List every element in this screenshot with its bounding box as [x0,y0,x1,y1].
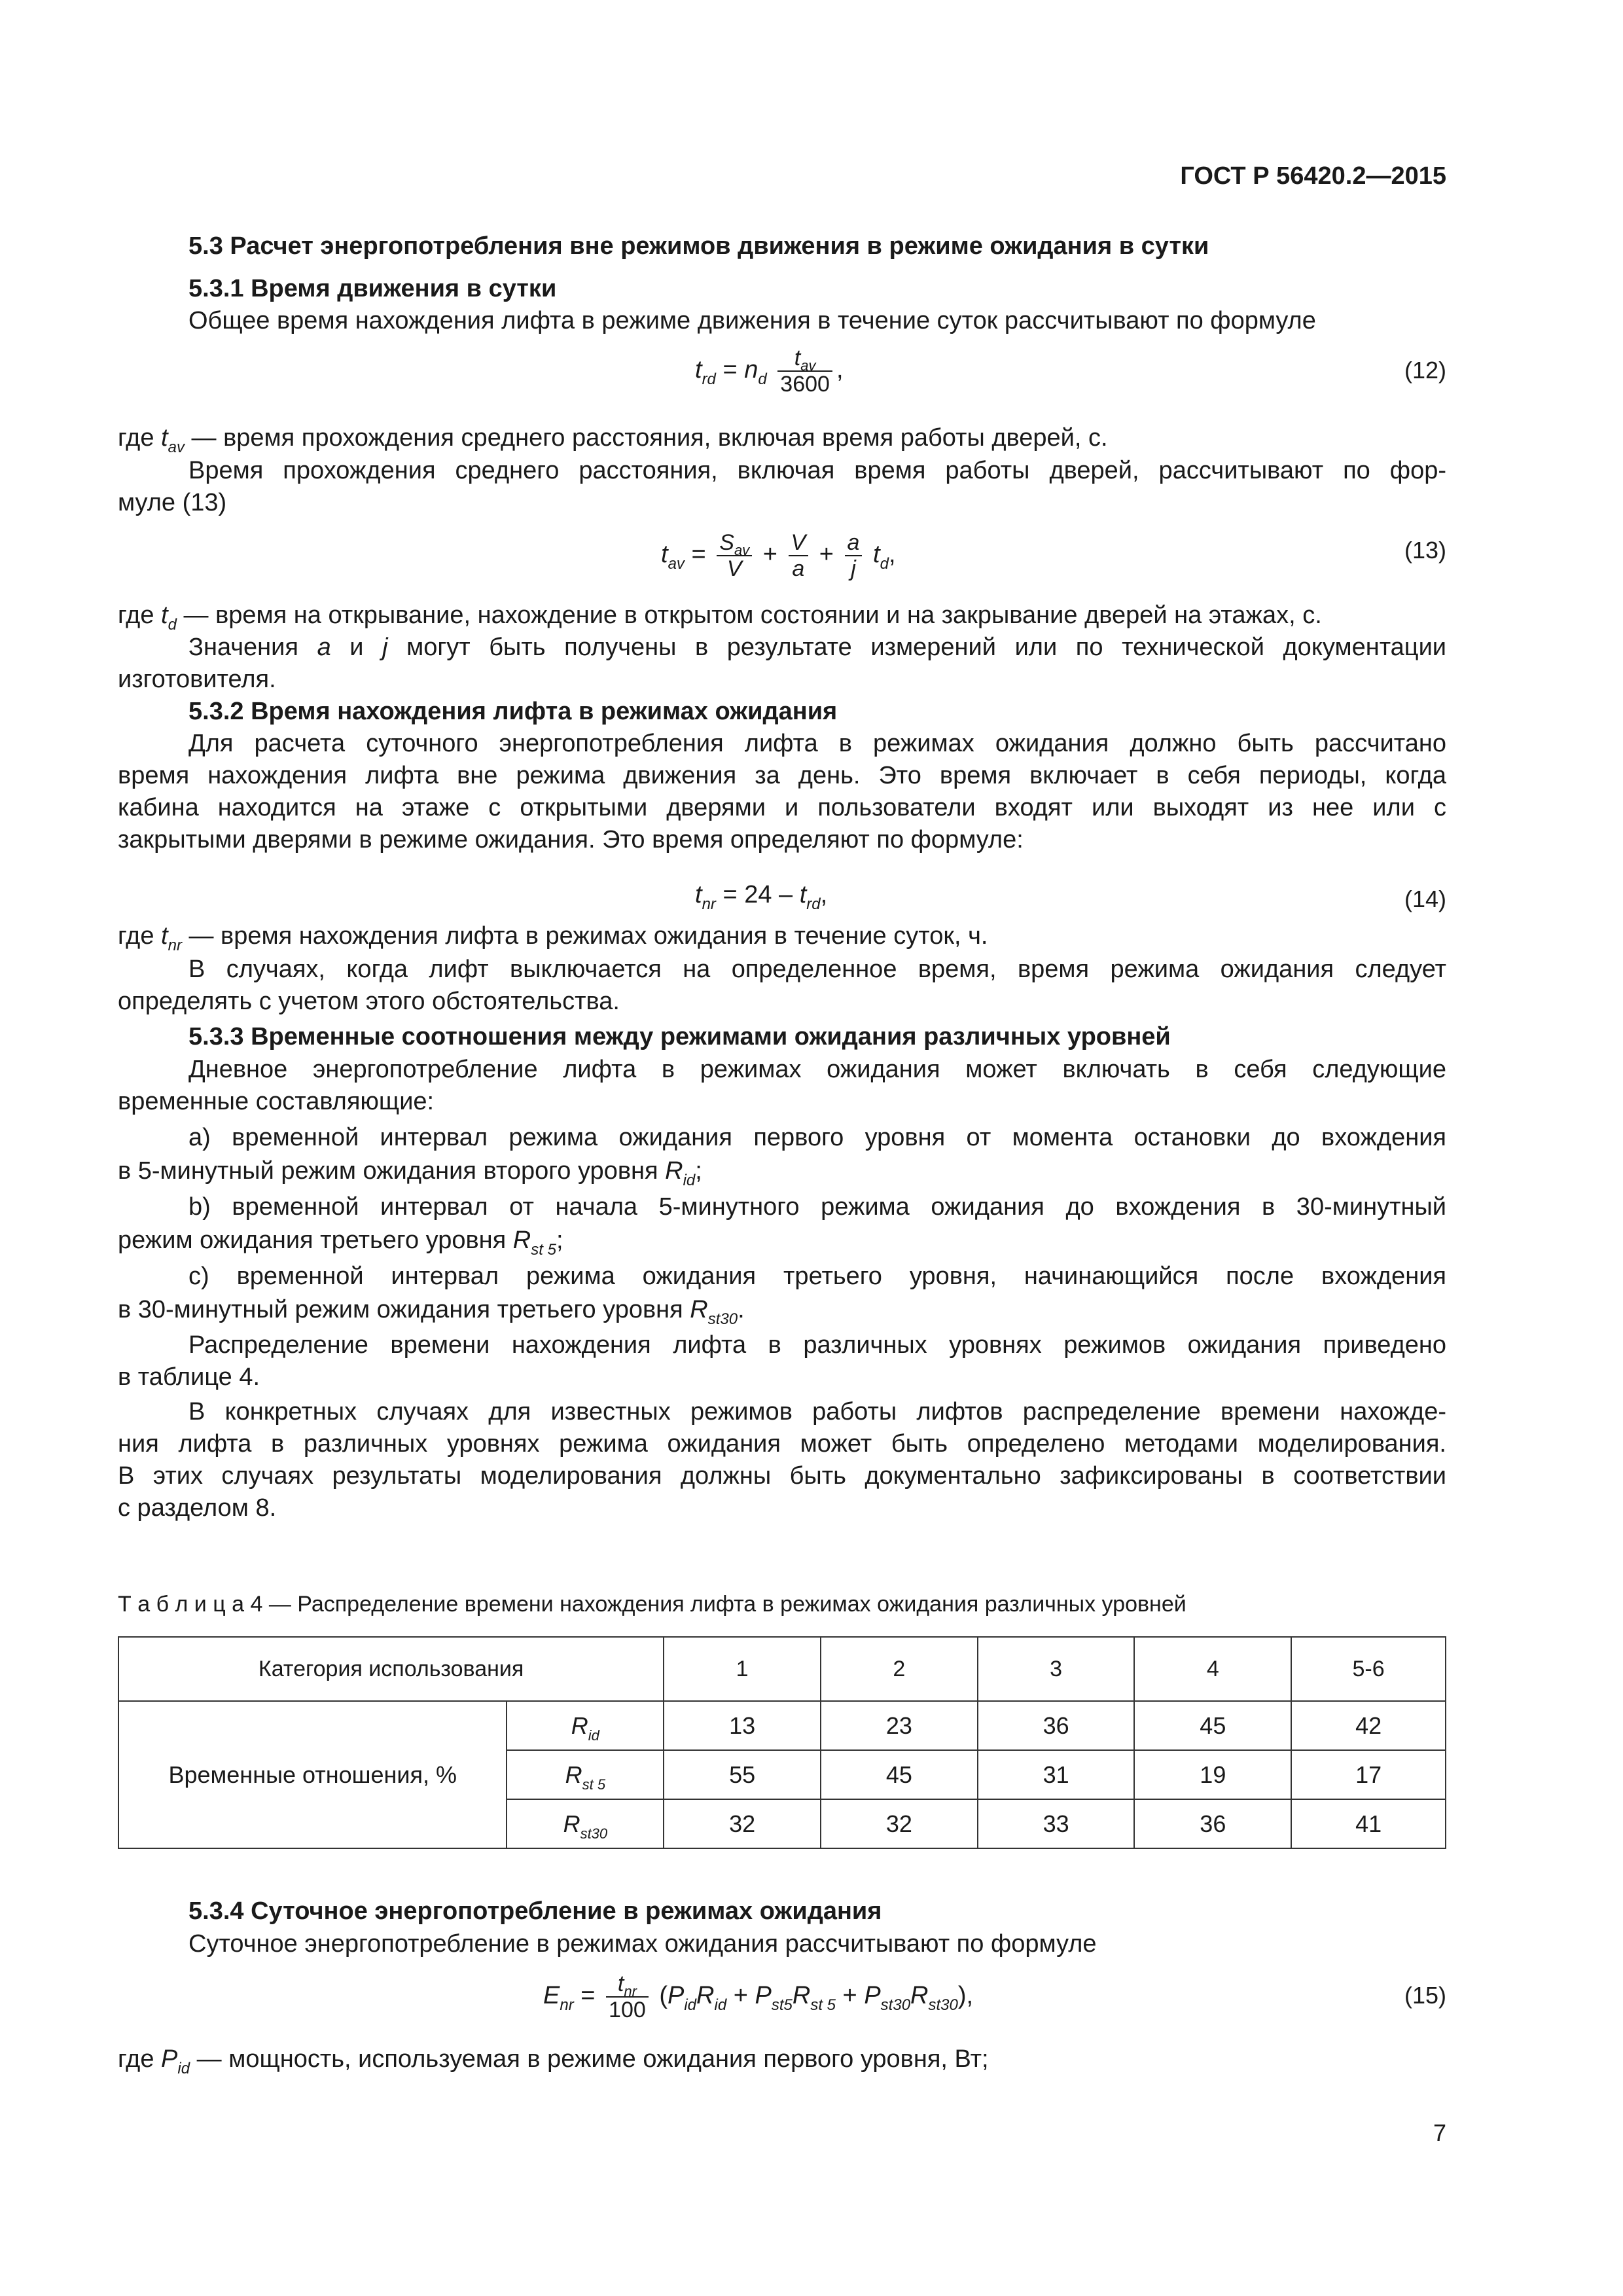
paragraph-5-3-4-intro: Суточное энергопотребление в режимах ожидания рассчитывают по формуле [188,1930,1097,1958]
paragraph-13-line2: муле (13) [118,489,227,516]
formula-15-number: (15) [1404,1982,1446,2009]
table-cell: 41 [1291,1799,1446,1848]
formula-13: $t_{av}$ = $\frac{S_{av}}{V}$ + $\frac{V}{a}$ + $\frac{a}{j}$ $t_d$, [661,530,896,581]
paragraph-13-line1: Время прохождения среднего расстояния, включая время работы дверей, рассчитывают по фор- [188,457,1446,484]
page-number: 7 [1433,2119,1446,2146]
where-p-id: где $P_{id}$ — мощность, используемая в режиме ожидания первого уровня, Вт; [118,2045,989,2077]
where-t-d: где $t_d$ — время на открывание, нахождение в открытом состоянии и на закрывание дверей на этажах, с. [118,601,1322,634]
formula-12: $t_{rd} = n_d$ $\frac{t_{av}}{3600}$ , [695,346,844,397]
paragraph-a-j-line2: изготовителя. [118,666,276,693]
table-header-category: 4 [1134,1637,1291,1701]
table-cell: 13 [664,1701,821,1750]
paragraph-distribution-line2: в таблице 4. [118,1363,260,1391]
paragraph-modeling-line4: с разделом 8. [118,1494,277,1522]
table-row-label: $R_{st30}$ [507,1799,664,1848]
table-cell: 42 [1291,1701,1446,1750]
table-4-caption: Т а б л и ц а 4 — Распределение времени нахождения лифта в режимах ожидания различных уровней [118,1592,1186,1617]
list-item-c-line1: с) временной интервал режима ожидания третьего уровня, начинающийся после вхождения [188,1263,1446,1290]
table-cell: 19 [1134,1750,1291,1799]
paragraph-5-3-1-intro: Общее время нахождения лифта в режиме движения в течение суток рассчитывают по формуле [188,307,1316,334]
where-t-nr: где $t_{nr}$ — время нахождения лифта в режимах ожидания в течение суток, ч. [118,922,988,954]
list-item-b-line1: b) временной интервал от начала 5-минутного режима ожидания до вхождения в 30-минутный [188,1193,1446,1221]
table-cell: 36 [1134,1799,1291,1848]
table-cell: 55 [664,1750,821,1799]
where-t-av: где $t_{av}$ — время прохождения среднего расстояния, включая время работы дверей, с. [118,424,1108,456]
section-5-3-3-title: 5.3.3 Временные соотношения между режимами ожидания различных уровней [188,1023,1171,1050]
section-5-3-2-title: 5.3.2 Время нахождения лифта в режимах ожидания [188,698,838,725]
formula-15: $E_{nr}$ = $\frac{t_{nr}}{100}$ $(P_{id}R_{id} + P_{st5}R_{st 5} + P_{st30}R_{st30})$, [543,1971,974,2022]
table-cell: 17 [1291,1750,1446,1799]
section-5-3-1-title: 5.3.1 Время движения в сутки [188,275,557,302]
table-row-label: $R_{st 5}$ [507,1750,664,1799]
section-5-3-title: 5.3 Расчет энергопотребления вне режимов движения в режиме ожидания в сутки [188,232,1209,260]
list-item-c-line2: в 30-минутный режим ожидания третьего уровня $R_{st30}$. [118,1296,745,1328]
paragraph-5-3-2-line3: кабина находится на этаже с открытыми дверями и пользователи входят или выходят из нее или с [118,794,1446,821]
table-header-category: 5-6 [1291,1637,1446,1701]
formula-14: $t_{nr} = 24 - t_{rd}$, [695,881,828,913]
formula-12-number: (12) [1404,357,1446,384]
table-header-category: 2 [821,1637,978,1701]
list-item-a-line2: в 5-минутный режим ожидания второго уровня $R_{id}$; [118,1157,702,1189]
table-header-row [118,1637,1446,1701]
formula-14-number: (14) [1404,886,1446,912]
paragraph-a-j-line1: Значения a и j могут быть получены в результате измерений или по технической документации [188,634,1447,661]
paragraph-5-3-3-line1: Дневное энергопотребление лифта в режимах ожидания может включать в себя следующие [188,1056,1446,1083]
table-cell: 33 [978,1799,1135,1848]
table-cell: 32 [821,1799,978,1848]
section-5-3-4-title: 5.3.4 Суточное энергопотребление в режимах ожидания [188,1897,882,1925]
table-cell: 32 [664,1799,821,1848]
table-header-category: 3 [978,1637,1135,1701]
paragraph-5-3-2-line1: Для расчета суточного энергопотребления лифта в режимах ожидания должно быть рассчитано [188,730,1446,757]
paragraph-modeling-line1: В конкретных случаях для известных режимов работы лифтов распределение времени нахожде- [188,1398,1446,1426]
formula-13-number: (13) [1404,537,1446,564]
table-cell: 45 [1134,1701,1291,1750]
document-code: ГОСТ Р 56420.2—2015 [1180,162,1446,190]
table-row-label: $R_{id}$ [507,1701,664,1750]
paragraph-modeling-line3: В этих случаях результаты моделирования должны быть документально зафиксированы в соответствии [118,1462,1446,1490]
table-row [118,1701,1446,1750]
table-cell: 36 [978,1701,1135,1750]
paragraph-modeling-line2: ния лифта в различных уровнях режима ожидания может быть определено методами моделирования. [118,1430,1446,1458]
paragraph-distribution-line1: Распределение времени нахождения лифта в различных уровнях режимов ожидания приведено [188,1331,1446,1359]
table-4 [118,1636,1446,1849]
paragraph-5-3-3-line2: временные составляющие: [118,1088,435,1115]
paragraph-off-line2: определять с учетом этого обстоятельства. [118,988,620,1015]
paragraph-5-3-2-line2: время нахождения лифта вне режима движения за день. Это время включает в себя периоды, когда [118,762,1446,789]
table-cell: 23 [821,1701,978,1750]
table-cell: 31 [978,1750,1135,1799]
table-header-label: Категория использования [118,1637,664,1701]
table-cell: 45 [821,1750,978,1799]
paragraph-5-3-2-line4: закрытыми дверями в режиме ожидания. Это время определяют по формуле: [118,826,1024,853]
list-item-a-line1: а) временной интервал режима ожидания первого уровня от момента остановки до вхождения [188,1124,1446,1151]
list-item-b-line2: режим ожидания третьего уровня $R_{st 5}$; [118,1227,563,1259]
table-header-category: 1 [664,1637,821,1701]
table-row-group-label: Временные отношения, % [118,1701,507,1848]
paragraph-off-line1: В случаях, когда лифт выключается на определенное время, время режима ожидания следует [188,956,1446,983]
